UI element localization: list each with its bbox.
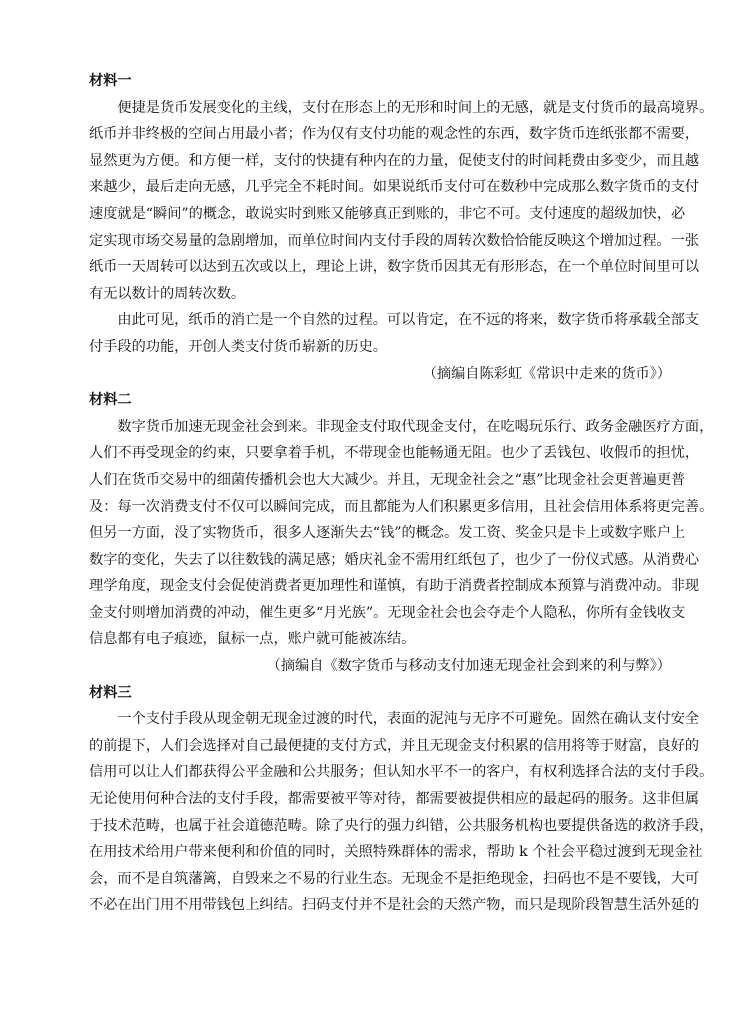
text-line: 数字货币加速无现金社会到来。非现金支付取代现金支付，在吃喝玩乐行、政务金融医疗方面， [89, 418, 714, 435]
text-line: 人们不再受现金的约束，只要拿着手机，不带现金也能畅通无阻。也少了丢钱包、收假币的担忧， [89, 445, 700, 462]
paragraph-m2-1 [89, 414, 714, 653]
text-line: 但另一方面，没了实物货币，很多人逐渐失去“钱”的概念。发工资、奖金只是卡上或数字账户上 [89, 525, 686, 542]
text-line: 于技术范畴，也属于社会道德范畴。除了央行的强力纠错，公共服务机构也要提供备选的救济手段， [89, 817, 714, 834]
text-line: 定实现市场交易量的急剧增加，而单位时间内支付手段的周转次数恰恰能反映这个增加过程。一张 [89, 232, 700, 249]
text-line: 有无以数计的周转次数。 [89, 285, 246, 302]
source-citation-1: （摘编自陈彩虹《常识中走来的货币》） [422, 365, 671, 382]
source-citation-2: （摘编自《数字货币与移动支付加速无现金社会到来的利与弊》） [266, 658, 671, 675]
text-line: 人们在货币交易中的细菌传播机会也大大减少。并且，无现金社会之“惠”比现金社会更普遍更普 [89, 471, 686, 488]
section-heading-2: 材料二 [89, 392, 132, 409]
text-line: 的前提下，人们会选择对自己最便捷的支付方式，并且无现金支付积累的信用将等于财富，良好的 [89, 737, 700, 754]
section-heading-1: 材料一 [89, 73, 132, 89]
text-line: 便捷是货币发展变化的主线，支付在形态上的无形和时间上的无感，就是支付货币的最高境界。 [89, 99, 714, 116]
paragraph-m1-2 [89, 307, 700, 360]
text-line: 显然更为方便。和方便一样，支付的快捷有种内在的力量，促使支付的时间耗费由多变少，而且越 [89, 152, 700, 169]
text-line: 纸币一天周转可以达到五次或以上，理论上讲，数字货币因其无有形形态，在一个单位时间里可以 [89, 259, 700, 276]
section-heading-3: 材料三 [89, 684, 132, 701]
text-line: 来越少，最后走向无感，几乎完全不耗时间。如果说纸币支付可在数秒中完成那么数字货币的支付 [89, 179, 700, 196]
document-page [89, 68, 714, 919]
text-line: 纸币并非终极的空间占用最小者；作为仅有支付功能的观念性的东西，数字货币连纸张都不需要， [89, 126, 700, 143]
paragraph-m1-1 [89, 95, 714, 308]
paragraph-m3-1 [89, 706, 714, 919]
text-line: 在用技术给用户带来便利和价值的同时，关照特殊群体的需求，帮助 k 个社会平稳过渡到无现金社 [89, 844, 703, 861]
text-line: 无论使用何种合法的支付手段，都需要被平等对待，都需要被提供相应的最起码的服务。这非但属 [89, 791, 700, 808]
text-line: 及：每一次消费支付不仅可以瞬间完成，而且都能为人们积累更多信用，且社会信用体系将更完善。 [89, 498, 714, 515]
text-line: 由此可见，纸币的消亡是一个自然的过程。可以肯定，在不远的将来，数字货币将承载全部支 [89, 312, 700, 329]
text-line: 信息都有电子痕迹，鼠标一点，账户就可能被冻结。 [89, 631, 416, 648]
text-line: 信用可以让人们都获得公平金融和公共服务；但认知水平不一的客户，有权利选择合法的支付手段。 [89, 764, 714, 781]
text-line: 速度就是“瞬间”的概念，敢说实时到账又能够真正到账的，非它不可。支付速度的超级加快，必 [89, 205, 686, 222]
text-line: 会，而不是自筑藩篱，自毁来之不易的行业生态。无现金不是拒绝现金，扫码也不是不要钱，大可 [89, 870, 700, 887]
text-line: 理学角度，现金支付会促使消费者更加理性和谨慎，有助于消费者控制成本预算与消费冲动。非现 [89, 578, 700, 595]
text-line: 金支付则增加消费的冲动，催生更多“月光族”。无现金社会也会夺走个人隐私，你所有金钱收支 [89, 604, 686, 621]
text-line: 数字的变化，失去了以往数钱的满足感；婚庆礼金不需用红纸包了，也少了一份仪式感。从消费心 [89, 551, 700, 568]
text-line: 不必在出门用不用带钱包上纠结。扫码支付并不是社会的天然产物，而只是现阶段智慧生活外延的 [89, 897, 700, 914]
text-line: 付手段的功能，开创人类支付货币崭新的历史。 [89, 338, 387, 355]
text-line: 一个支付手段从现金朝无现金过渡的时代，表面的泥沌与无序不可避免。固然在确认支付安全 [89, 711, 700, 728]
